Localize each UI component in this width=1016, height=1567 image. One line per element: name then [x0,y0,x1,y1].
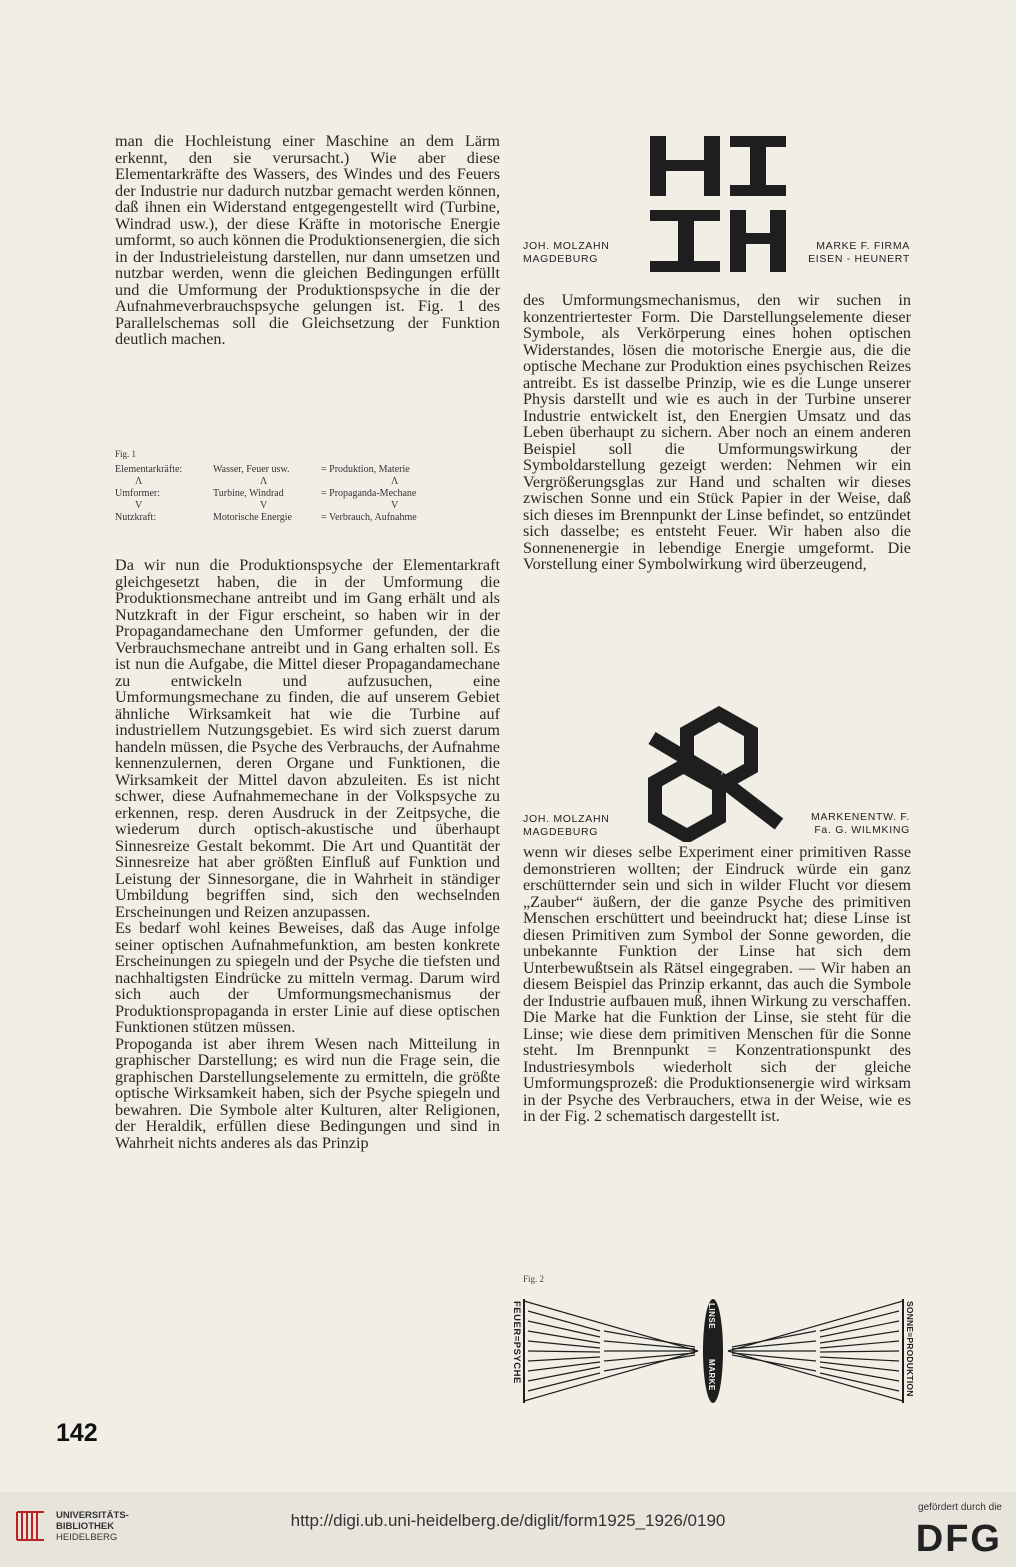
source-url[interactable]: http://digi.ub.uni-heidelberg.de/diglit/form1925_1926/0190 [290,1511,726,1530]
fig1-cell: Nutzkraft: [115,512,157,523]
library-line: BIBLIOTHEK [56,1521,115,1532]
fig1-cell: Turbine, Windrad [213,488,284,499]
arrow-down-icon: V [391,500,399,511]
left-paragraph-2: Da wir nun die Produktionspsyche der Elementarkraft gleichgesetzt haben, die in der Umformung die Produktionsmechane antreibt und im Gang erhält und als Nutzkraft in der Figur erscheint, so haben wir in der Propagandamechane den Umformer gefunden, der die Verbrauchsmechane antreibt und in Gang erhalten soll. Es ist nun die Aufgabe, die Mittel dieser Propagandamechane zu entwickeln und aufzusuchen, eine Umformungsmechane zu finden, die auf unserem Gebiet ähnliche Wirksamkeit hat wie die Turbine auf industriellem Nutzungsgebiet. Es wird sich zuerst darum handeln müssen, die Psyche des Verbrauchs, der Aufnahme kennenzulernen, deren Organe und Funktionen, die Wirksamkeit der Mittel davon abzuleiten. Es ist nicht schwer, diese Aufnahmemechane in der Volkspsyche zu erkennen, resp. deren Ausdruck in der Zeitpsyche, die wiederum durch optisch-akustische und überhaupt Sinnesreize Gestalt bekommt. Die Art und Quantität der Sinnesreize hat aber größten Einfluß auf Funktion und Leistung der Sinnesorgane, die in Wahrheit in ständiger Umbildung begriffen sind, sich den wechselnden Erscheinungen und Reizen anzupassen. [115,556,500,921]
left-column [115,133,500,348]
fig2-right-label: SONNE=PRODUKTION [905,1301,915,1397]
logo-wilmking [647,706,787,842]
caption-line: EISEN - HEUNERT [808,253,910,265]
figure-1-row [115,462,500,477]
fig1-cell: = Propaganda-Mechane [321,488,417,499]
logo2-caption-right [780,811,910,837]
fig1-cell: = Verbrauch, Aufnahme [321,512,417,523]
caption-line: MARKENENTW. F. [810,811,910,823]
right-paragraph-2: wenn wir dieses selbe Experiment einer primitiven Rasse demonstrieren wollten; der Eindruck würde ein ganz erschütternder sein und sich in wilder Flucht vor diesem „Zauber“ äußern, der die ganze Psyche des primitiven Menschen erschüttert und beeindruckt hat; diese Linse ist diesen Primitiven zum Symbol der Sonne geworden, die unbekannte Funktion der Linse hat sich dem Unterbewußtsein als Rätsel eingegraben. — Wir haben an diesem Beispiel das Prinzip erkannt, das auch die Symbole der Industrie aufbauen muß, ihnen Wirkung zu verschaffen. Die Marke hat die Funktion der Linse, sie steht für die Linse; wie diese dem primitiven Menschen für die Sonne steht. Im Brennpunkt = Konzentrationspunkt des Industriesymbols wiederholt sich der gleiche Umformungsprozeß: die Produktionsenergie wird wirksam in der Psyche des Verbrauchers, etwa in der Weise, wie es in der Fig. 2 schematisch dargestellt ist. [523,843,911,1125]
logo2-caption-left [523,813,610,839]
fig1-cell: Motorische Energie [213,512,292,523]
arrow-up-icon: Λ [135,476,143,487]
caption-line: MAGDEBURG [523,253,599,265]
right-paragraph-1: des Umformungsmechanismus, den wir suchen in konzentriertester Form. Die Darstellungselemente dieser Symbole, als Verkörperung eines hohen optischen Widerstandes, lösen die motorische Energie aus, die die optische Mechane zur Produktion eines psychischen Reizes antreibt. Es ist dasselbe Prinzip, wie es die Lunge unserer Physis darstellt und wie es auch in der Turbine unserer Industrie entwickelt ist, den Energien Umsatz und das Leben überhaupt zu sichern. Aber noch an einem anderen Beispiel soll die Umformungswirkung der Symboldarstellung gezeigt werden: Nehmen wir ein Vergrößerungsglas zur Hand und schalten wir dieses zwischen Sonne und ein Stück Papier in der Weise, daß sich dieses im Brennpunkt der Linse befindet, so entzündet sich dasselbe; es entsteht Feuer. Wir haben also die Sonnenenergie in lebendige Energie umgeformt. Die Vorstellung einer Symbolwirkung wird überzeugend, [523,291,911,573]
caption-line: Fa. G. WILMKING [814,824,910,836]
arrow-up-icon: Λ [260,476,268,487]
figure-2-diagram [510,1295,920,1410]
figure-1 [115,447,500,525]
figure-1-label: Fig. 1 [115,449,137,459]
right-column-top [523,292,911,573]
funded-by: gefördert durch die [918,1502,1002,1513]
fig2-lens-top: LINSE [707,1303,716,1330]
dfg-logo: DFG [915,1518,1002,1560]
figure-2-label: Fig. 2 [523,1274,545,1284]
figure-1-row [115,486,500,501]
arrow-up-icon: Λ [391,476,399,487]
logo1-caption-right [792,240,910,266]
logo-heunert [648,136,788,274]
fig1-cell: Wasser, Feuer usw. [213,464,290,475]
fig2-left-label: FEUER=PSYCHE [511,1301,522,1384]
figure-1-arrows-up [115,477,500,486]
left-column-continued [115,557,500,1151]
right-column-bottom [523,844,911,1125]
library-line: HEIDELBERG [56,1532,118,1543]
logo1-caption-left [523,240,610,266]
left-paragraph-1: man die Hochleistung einer Maschine an dem Lärm erkennt, den sie verursacht.) Wie aber diese Elementarkräfte des Wassers, des Windes und des Feuers der Industrie nur dadurch nutzbar gemacht werden können, daß ihnen ein Widerstand entgegengestellt wird (Turbine, Windrad usw.), der diese Kräfte in motorische Energie umformt, so auch können die Produktionsenergien, die sich in der Industrieleistung darstellen, nur dann umsetzen und nutzbar werden, wenn die gleichen Bedingungen erfüllt und die Umformung der Produktionspsyche in die der Aufnahmeverbrauchspsyche gelungen ist. Fig. 1 des Parallelschemas soll die Gleichsetzung der Funktion deutlich machen. [115,132,500,348]
library-line: UNIVERSITÄTS- [56,1510,129,1521]
fig1-cell: Umformer: [115,488,160,499]
figure-1-row [115,510,500,525]
figure-1-arrows-down [115,501,500,510]
caption-line: JOH. MOLZAHN [523,240,610,252]
fig2-lens-bottom: MARKE [707,1359,716,1391]
page-number: 142 [56,1419,98,1447]
caption-line: JOH. MOLZAHN [523,813,610,825]
fig1-cell: = Produktion, Materie [321,464,410,475]
arrow-down-icon: V [135,500,143,511]
left-paragraph-3: Es bedarf wohl keines Beweises, daß das Auge infolge seiner optischen Aufnahmefunktion, am besten konkrete Erscheinungen zu spiegeln und der Psyche die tiefsten und nachhaltigsten Eindrücke zu mitteln vermag. Darum wird sich auch der Umformungsmechanismus der Produktionspropaganda in erster Linie auf diese optischen Funktionen stützen müssen. [115,919,500,1036]
caption-line: MARKE F. FIRMA [816,240,910,252]
arrow-down-icon: V [260,500,268,511]
left-paragraph-4: Propoganda ist aber ihrem Wesen nach Mitteilung in graphischer Darstellung; es wird nun die Frage sein, die graphischen Darstellungselemente zu ermitteln, die größte optische Wirksamkeit haben, sich der Psyche spiegeln und bewahren. Die Symbole alter Kulturen, alter Religionen, der Heraldik, erfüllen diese Bedingungen und sind in Wahrheit nichts anderes als das Prinzip [115,1034,500,1152]
fig1-cell: Elementarkräfte: [115,464,183,475]
caption-line: MAGDEBURG [523,826,599,838]
